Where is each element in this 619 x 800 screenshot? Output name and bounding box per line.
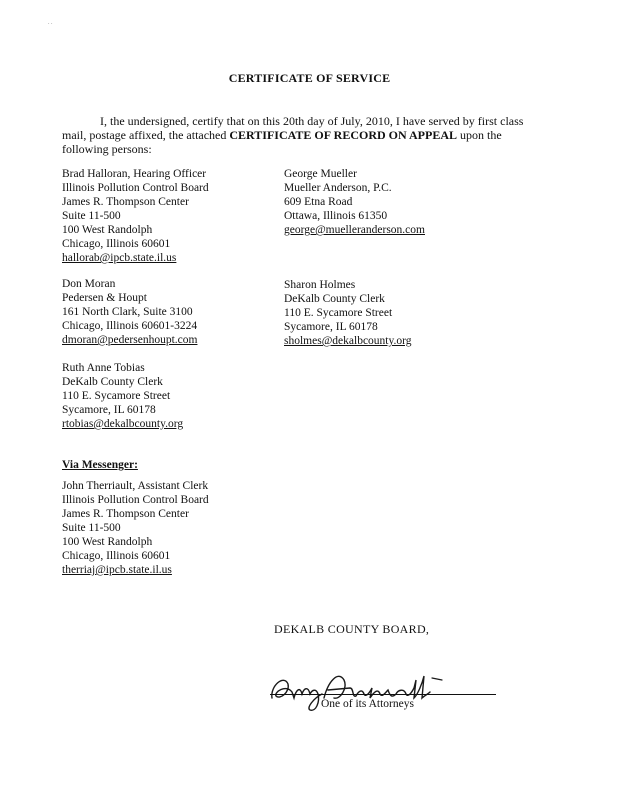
recipient-line: 100 West Randolph — [62, 224, 153, 236]
intro-paragraph — [62, 114, 532, 156]
recipient-moran — [62, 277, 197, 347]
recipient-line: 609 Etna Road — [284, 196, 353, 208]
recipient-halloran — [62, 167, 209, 265]
recipient-line: James R. Thompson Center — [62, 196, 189, 208]
recipient-line: Sharon Holmes — [284, 279, 356, 291]
recipient-line: Chicago, Illinois 60601 — [62, 550, 171, 562]
intro-line-2: mail, postage affixed, the attached CERTIFICATE OF RECORD ON APPEAL upon the — [62, 128, 502, 142]
recipient-line: Brad Halloran, Hearing Officer — [62, 168, 207, 180]
recipient-holmes — [284, 278, 412, 348]
recipient-line: Ruth Anne Tobias — [62, 362, 145, 374]
scan-specks: . . — [48, 20, 53, 26]
intro-line-3: following persons: — [62, 142, 152, 156]
messenger-heading: Via Messenger: — [62, 459, 138, 471]
recipient-email-link[interactable]: rtobias@dekalbcounty.org — [62, 418, 184, 430]
signatory-board: DEKALB COUNTY BOARD, — [274, 622, 430, 636]
recipient-line: Chicago, Illinois 60601 — [62, 238, 171, 250]
recipient-email-link[interactable]: george@muelleranderson.com — [284, 224, 425, 236]
recipient-email-link[interactable]: therriaj@ipcb.state.il.us — [62, 564, 172, 576]
recipient-line: Ottawa, Illinois 61350 — [284, 210, 388, 222]
recipient-line: Illinois Pollution Control Board — [62, 494, 209, 506]
recipient-line: Mueller Anderson, P.C. — [284, 182, 392, 194]
recipient-line: 110 E. Sycamore Street — [62, 390, 171, 402]
recipient-line: Sycamore, IL 60178 — [62, 404, 156, 416]
recipient-line: 161 North Clark, Suite 3100 — [62, 306, 193, 318]
recipient-line: Don Moran — [62, 278, 116, 290]
recipient-line: Pedersen & Houpt — [62, 292, 147, 304]
recipient-line: George Mueller — [284, 168, 357, 180]
intro-line-1: I, the undersigned, certify that on this 20th day of July, 2010, I have served by first class — [100, 114, 524, 128]
signature-line — [270, 694, 496, 695]
document-reference: CERTIFICATE OF RECORD ON APPEAL — [229, 128, 457, 142]
recipient-line: John Therriault, Assistant Clerk — [62, 480, 209, 492]
recipient-line: Illinois Pollution Control Board — [62, 182, 209, 194]
recipient-line: James R. Thompson Center — [62, 508, 189, 520]
recipient-email-link[interactable]: hallorab@ipcb.state.il.us — [62, 252, 177, 264]
recipient-email-link[interactable]: sholmes@dekalbcounty.org — [284, 335, 412, 347]
recipient-line: Suite 11-500 — [62, 210, 121, 222]
recipient-line: 100 West Randolph — [62, 536, 153, 548]
recipient-line: DeKalb County Clerk — [284, 293, 385, 305]
recipient-line: Chicago, Illinois 60601-3224 — [62, 320, 198, 332]
recipient-email-link[interactable]: dmoran@pedersenhoupt.com — [62, 334, 198, 346]
signature-caption: One of its Attorneys — [321, 698, 414, 710]
recipient-line: DeKalb County Clerk — [62, 376, 163, 388]
document-title: CERTIFICATE OF SERVICE — [228, 71, 391, 85]
recipient-line: 110 E. Sycamore Street — [284, 307, 393, 319]
recipient-line: Suite 11-500 — [62, 522, 121, 534]
recipient-line: Sycamore, IL 60178 — [284, 321, 378, 333]
recipient-tobias — [62, 361, 183, 431]
recipient-therriault — [62, 479, 209, 577]
recipient-mueller — [284, 167, 425, 237]
